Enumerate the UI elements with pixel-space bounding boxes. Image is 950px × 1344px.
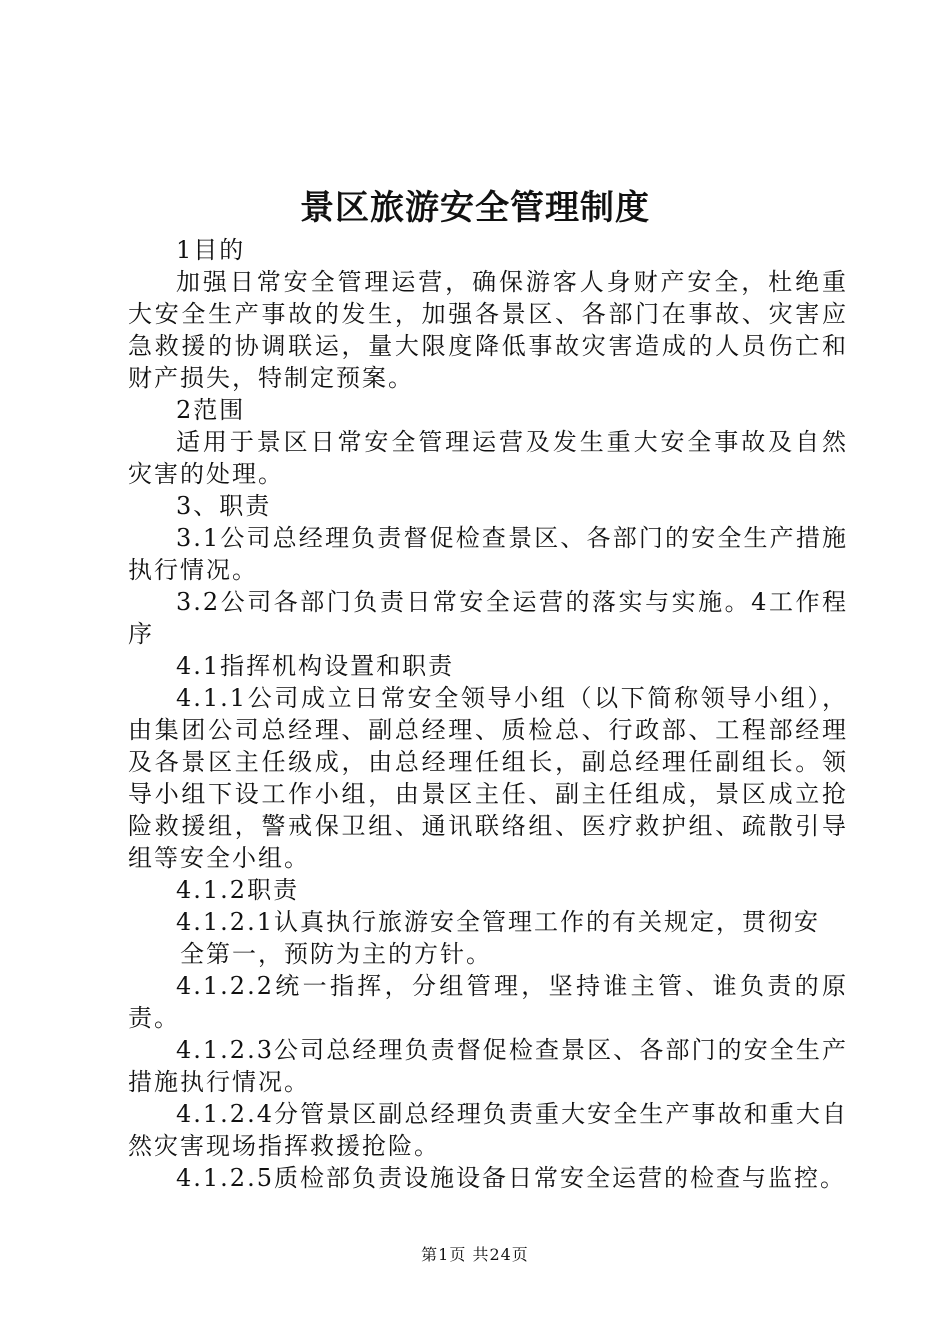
- paragraph-4-1-2-1: 4.1.2.1认真执行旅游安全管理工作的有关规定，贯彻安: [176, 908, 820, 936]
- paragraph-4-1-2-3: 4.1.2.3公司总经理负责督促检查景区、各部门的安全生产措施执行情况。: [128, 1036, 848, 1096]
- document-title: 景区旅游安全管理制度: [300, 188, 650, 228]
- paragraph-4-1-2-1-cont: 全第一，预防为主的方针。: [180, 940, 492, 968]
- paragraph-3-1: 3.1公司总经理负责督促检查景区、各部门的安全生产措施执行情况。: [128, 524, 848, 584]
- paragraph-4-1-2-4: 4.1.2.4分管景区副总经理负责重大安全生产事故和重大自然灾害现场指挥救援抢险。: [128, 1100, 848, 1160]
- page-footer: 第1页 共24页: [421, 1245, 529, 1264]
- paragraph-3-2: 3.2公司各部门负责日常安全运营的落实与实施。4工作程序: [128, 588, 848, 648]
- section-heading-4-1: 4.1指挥机构设置和职责: [176, 652, 455, 680]
- section-heading-4-1-2: 4.1.2职责: [176, 876, 300, 904]
- document-body: [128, 234, 848, 1194]
- paragraph-purpose: 加强日常安全管理运营，确保游客人身财产安全，杜绝重大安全生产事故的发生，加强各景区、各部门在事故、灾害应急救援的协调联运，量大限度降低事故灾害造成的人员伤亡和财产损失，特制定预案。: [128, 268, 848, 392]
- section-heading-scope: 2范围: [176, 396, 246, 424]
- paragraph-4-1-1: 4.1.1公司成立日常安全领导小组（以下简称领导小组），由集团公司总经理、副总经理、质检总、行政部、工程部经理及各景区主任级成，由总经理任组长，副总经理任副组长。领导小组下设工作小组，由景区主任、副主任组成，景区成立抢险救援组，警戒保卫组、通讯联络组、医疗救护组、疏散引导组等安全小组。: [128, 684, 848, 872]
- paragraph-scope: 适用于景区日常安全管理运营及发生重大安全事故及自然灾害的处理。: [128, 428, 848, 488]
- paragraph-4-1-2-5: 4.1.2.5质检部负责设施设备日常安全运营的检查与监控。: [176, 1164, 846, 1192]
- section-heading-duties: 3、职责: [176, 492, 272, 520]
- section-heading-purpose: 1目的: [176, 236, 246, 264]
- paragraph-4-1-2-2: 4.1.2.2统一指挥，分组管理，坚持谁主管、谁负责的原责。: [128, 972, 848, 1032]
